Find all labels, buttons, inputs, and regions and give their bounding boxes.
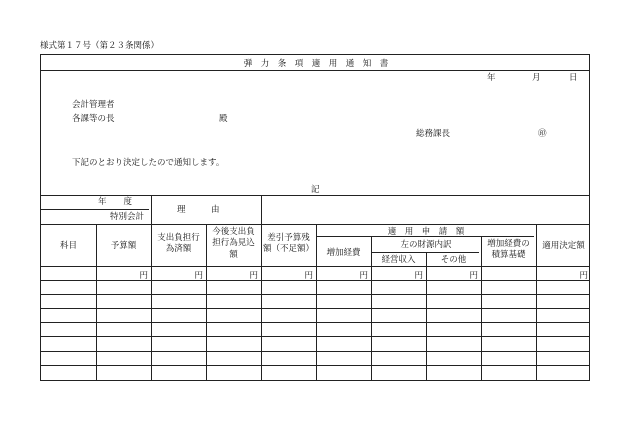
- form-number: 様式第１７号（第２３条関係）: [40, 41, 160, 51]
- date-month: 月: [532, 73, 541, 83]
- header-committed: 支出負担行 為済額: [157, 233, 200, 255]
- header-balance: 差引予算残 額（不足額）: [262, 233, 314, 255]
- header-increase-cost: 増加経費: [326, 248, 361, 258]
- header-projected: 今後支出負 担行為見込 額: [212, 227, 255, 260]
- notice-form: [40, 54, 590, 381]
- header-other: その他: [440, 255, 467, 265]
- addressee-accounting-manager: 会計管理者: [72, 100, 115, 110]
- header-requested-amount: 適 用 申 請 額: [387, 227, 465, 237]
- sender-title: 総務課長: [416, 129, 451, 139]
- date-day: 日: [569, 73, 578, 83]
- header-funding-breakdown: 左の財源内訳: [400, 240, 452, 250]
- unit-yen: 円: [249, 271, 258, 281]
- addressee-honorific: 殿: [219, 114, 228, 124]
- notice-text: 下記のとおり決定したので通知します。: [72, 158, 225, 168]
- special-account-label: 特別会計: [110, 212, 145, 222]
- ki-label: 記: [311, 185, 320, 195]
- unit-yen: 円: [359, 271, 368, 281]
- fiscal-year-label: 年 度: [98, 197, 133, 207]
- date-year: 年: [487, 73, 496, 83]
- seal-mark: ㊞: [538, 129, 547, 139]
- form-title: 弾 力 条 項 適 用 通 知 書: [243, 59, 389, 69]
- unit-yen: 円: [194, 271, 203, 281]
- reason-label: 理 由: [177, 205, 220, 215]
- unit-yen: 円: [304, 271, 313, 281]
- addressee-section-chiefs: 各課等の長: [72, 114, 115, 124]
- unit-yen: 円: [414, 271, 423, 281]
- unit-yen: 円: [579, 271, 588, 281]
- header-increase-basis: 増加経費の 積算基礎: [487, 239, 530, 261]
- header-approved-amount: 適用決定額: [542, 241, 585, 251]
- header-business-income: 経営収入: [381, 255, 416, 265]
- unit-yen: 円: [469, 271, 478, 281]
- header-budget: 予算額: [110, 241, 137, 251]
- header-item: 科目: [59, 241, 77, 251]
- unit-yen: 円: [139, 271, 148, 281]
